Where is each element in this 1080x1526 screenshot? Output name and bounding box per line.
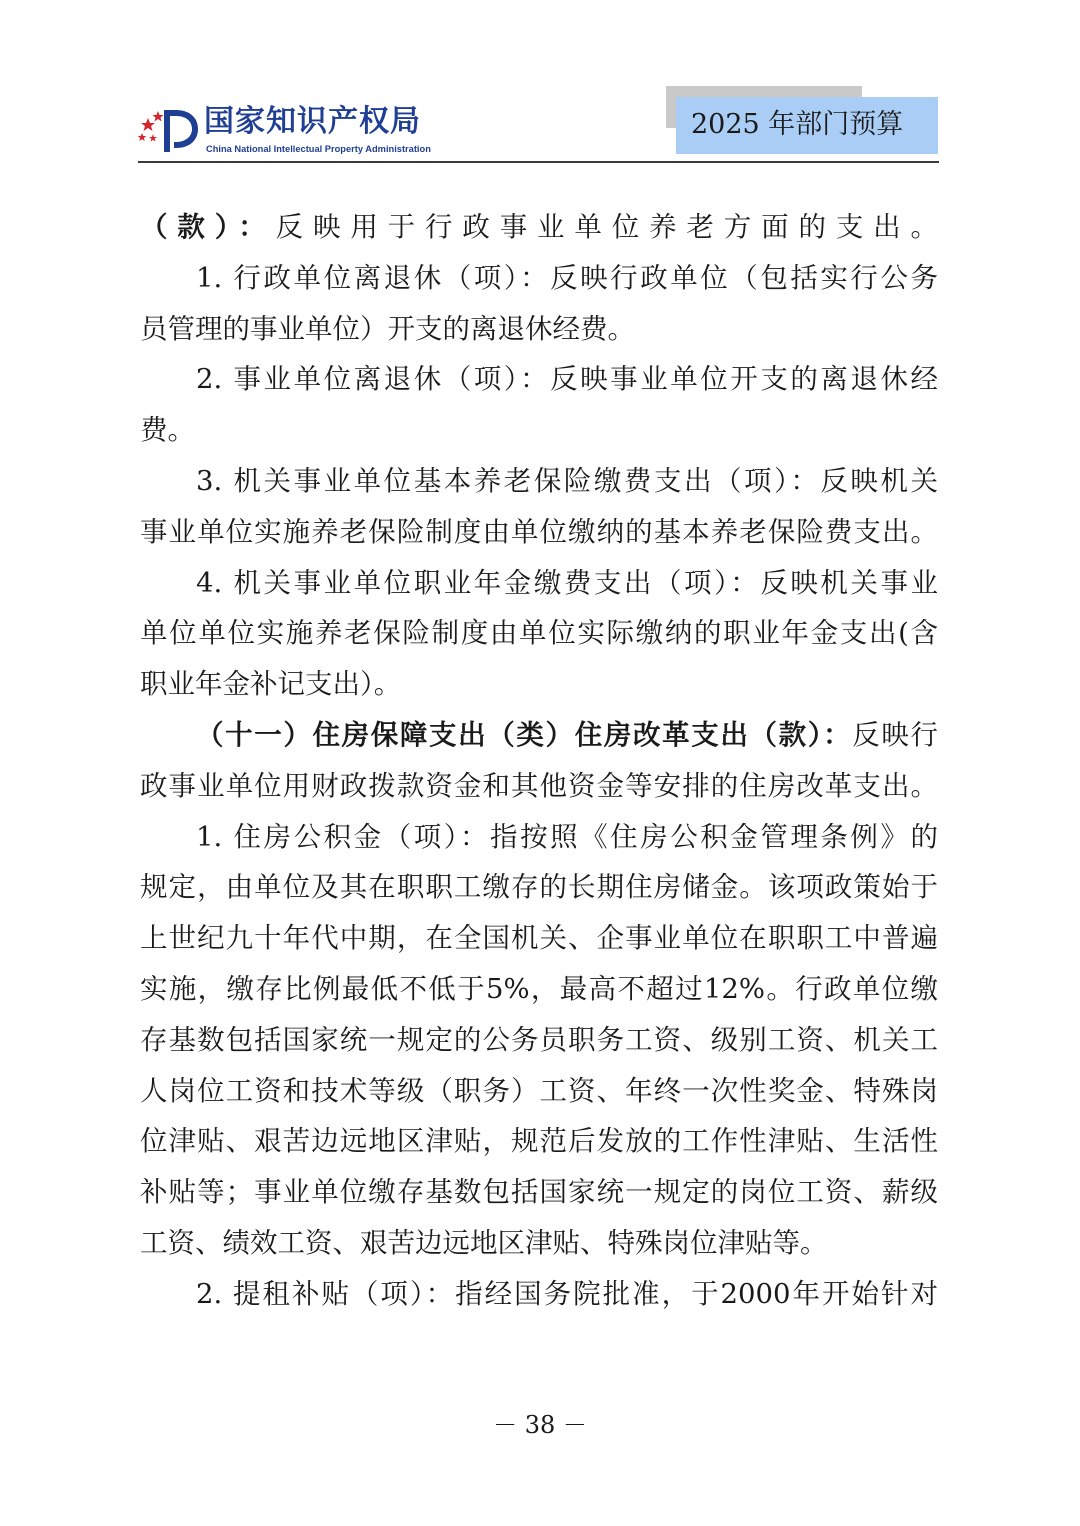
bold-heading: （十一）住房保障支出（类）住房改革支出（款）：: [196, 718, 853, 751]
paragraph-line: 位津贴、艰苦边远地区津贴，规范后发放的工作性津贴、生活性: [140, 1125, 938, 1158]
paragraph-line: 人岗位工资和技术等级（职务）工资、年终一次性奖金、特殊岗: [140, 1074, 938, 1107]
paragraph-line: 政事业单位用财政拨款资金和其他资金等安排的住房改革支出。: [140, 769, 938, 802]
page-header: [138, 84, 939, 162]
paragraph-line: 2. 事业单位离退休（项）：反映事业单位开支的离退休经: [196, 363, 938, 396]
doc-badge-label: 2025 年部门预算: [691, 109, 904, 140]
org-name-en: China National Intellectual Property Administration: [206, 144, 431, 154]
paragraph-line: 存基数包括国家统一规定的公务员职务工资、级别工资、机关工: [140, 1023, 938, 1056]
cnipa-logo-icon: [138, 104, 200, 156]
org-logo: [138, 104, 438, 159]
page-number: － 38 －: [493, 1411, 587, 1439]
paragraph-line: 实施，缴存比例最低不低于5%，最高不超过12%。行政单位缴: [140, 972, 938, 1005]
org-name-cn: 国家知识产权局: [204, 104, 421, 139]
paragraph-line: 上世纪九十年代中期，在全国机关、企事业单位在职职工中普遍: [140, 922, 938, 955]
paragraph-line: 工资、绩效工资、艰苦边远地区津贴、特殊岗位津贴等。: [140, 1226, 828, 1259]
paragraph-line: 费。: [140, 414, 195, 447]
paragraph-line: 职业年金补记支出）。: [140, 668, 402, 701]
header-divider: [138, 161, 939, 163]
line-text: 反映用于行政事业单位养老方面的支出。: [275, 211, 939, 243]
paragraph-line: 补贴等；事业单位缴存基数包括国家统一规定的岗位工资、薪级: [140, 1176, 938, 1209]
paragraph-line: [140, 710, 938, 761]
paragraph-line: 1. 行政单位离退休（项）：反映行政单位（包括实行公务: [196, 261, 938, 294]
paragraph-line: 规定，由单位及其在职职工缴存的长期住房储金。该项政策始于: [140, 871, 938, 904]
paragraph-line: 3. 机关事业单位基本养老保险缴费支出（项）：反映机关: [196, 464, 938, 497]
paragraph-line: [140, 202, 938, 253]
paragraph-line: 单位单位实施养老保险制度由单位实际缴纳的职业年金支出(含: [140, 617, 938, 650]
paragraph-line: 2. 提租补贴（项）：指经国务院批准，于2000年开始针对: [196, 1277, 938, 1310]
paragraph-line: 员管理的事业单位）开支的离退休经费。: [140, 312, 635, 345]
paragraph-line: 1. 住房公积金（项）：指按照《住房公积金管理条例》的: [196, 820, 938, 853]
document-body: [140, 202, 938, 1320]
paragraph-line: 事业单位实施养老保险制度由单位缴纳的基本养老保险费支出。: [140, 515, 938, 548]
bold-heading: （款）：: [140, 211, 276, 243]
doc-badge: [676, 97, 938, 154]
paragraph-line: 4. 机关事业单位职业年金缴费支出（项）：反映机关事业: [196, 566, 938, 599]
line-text: 反映行: [852, 718, 939, 751]
